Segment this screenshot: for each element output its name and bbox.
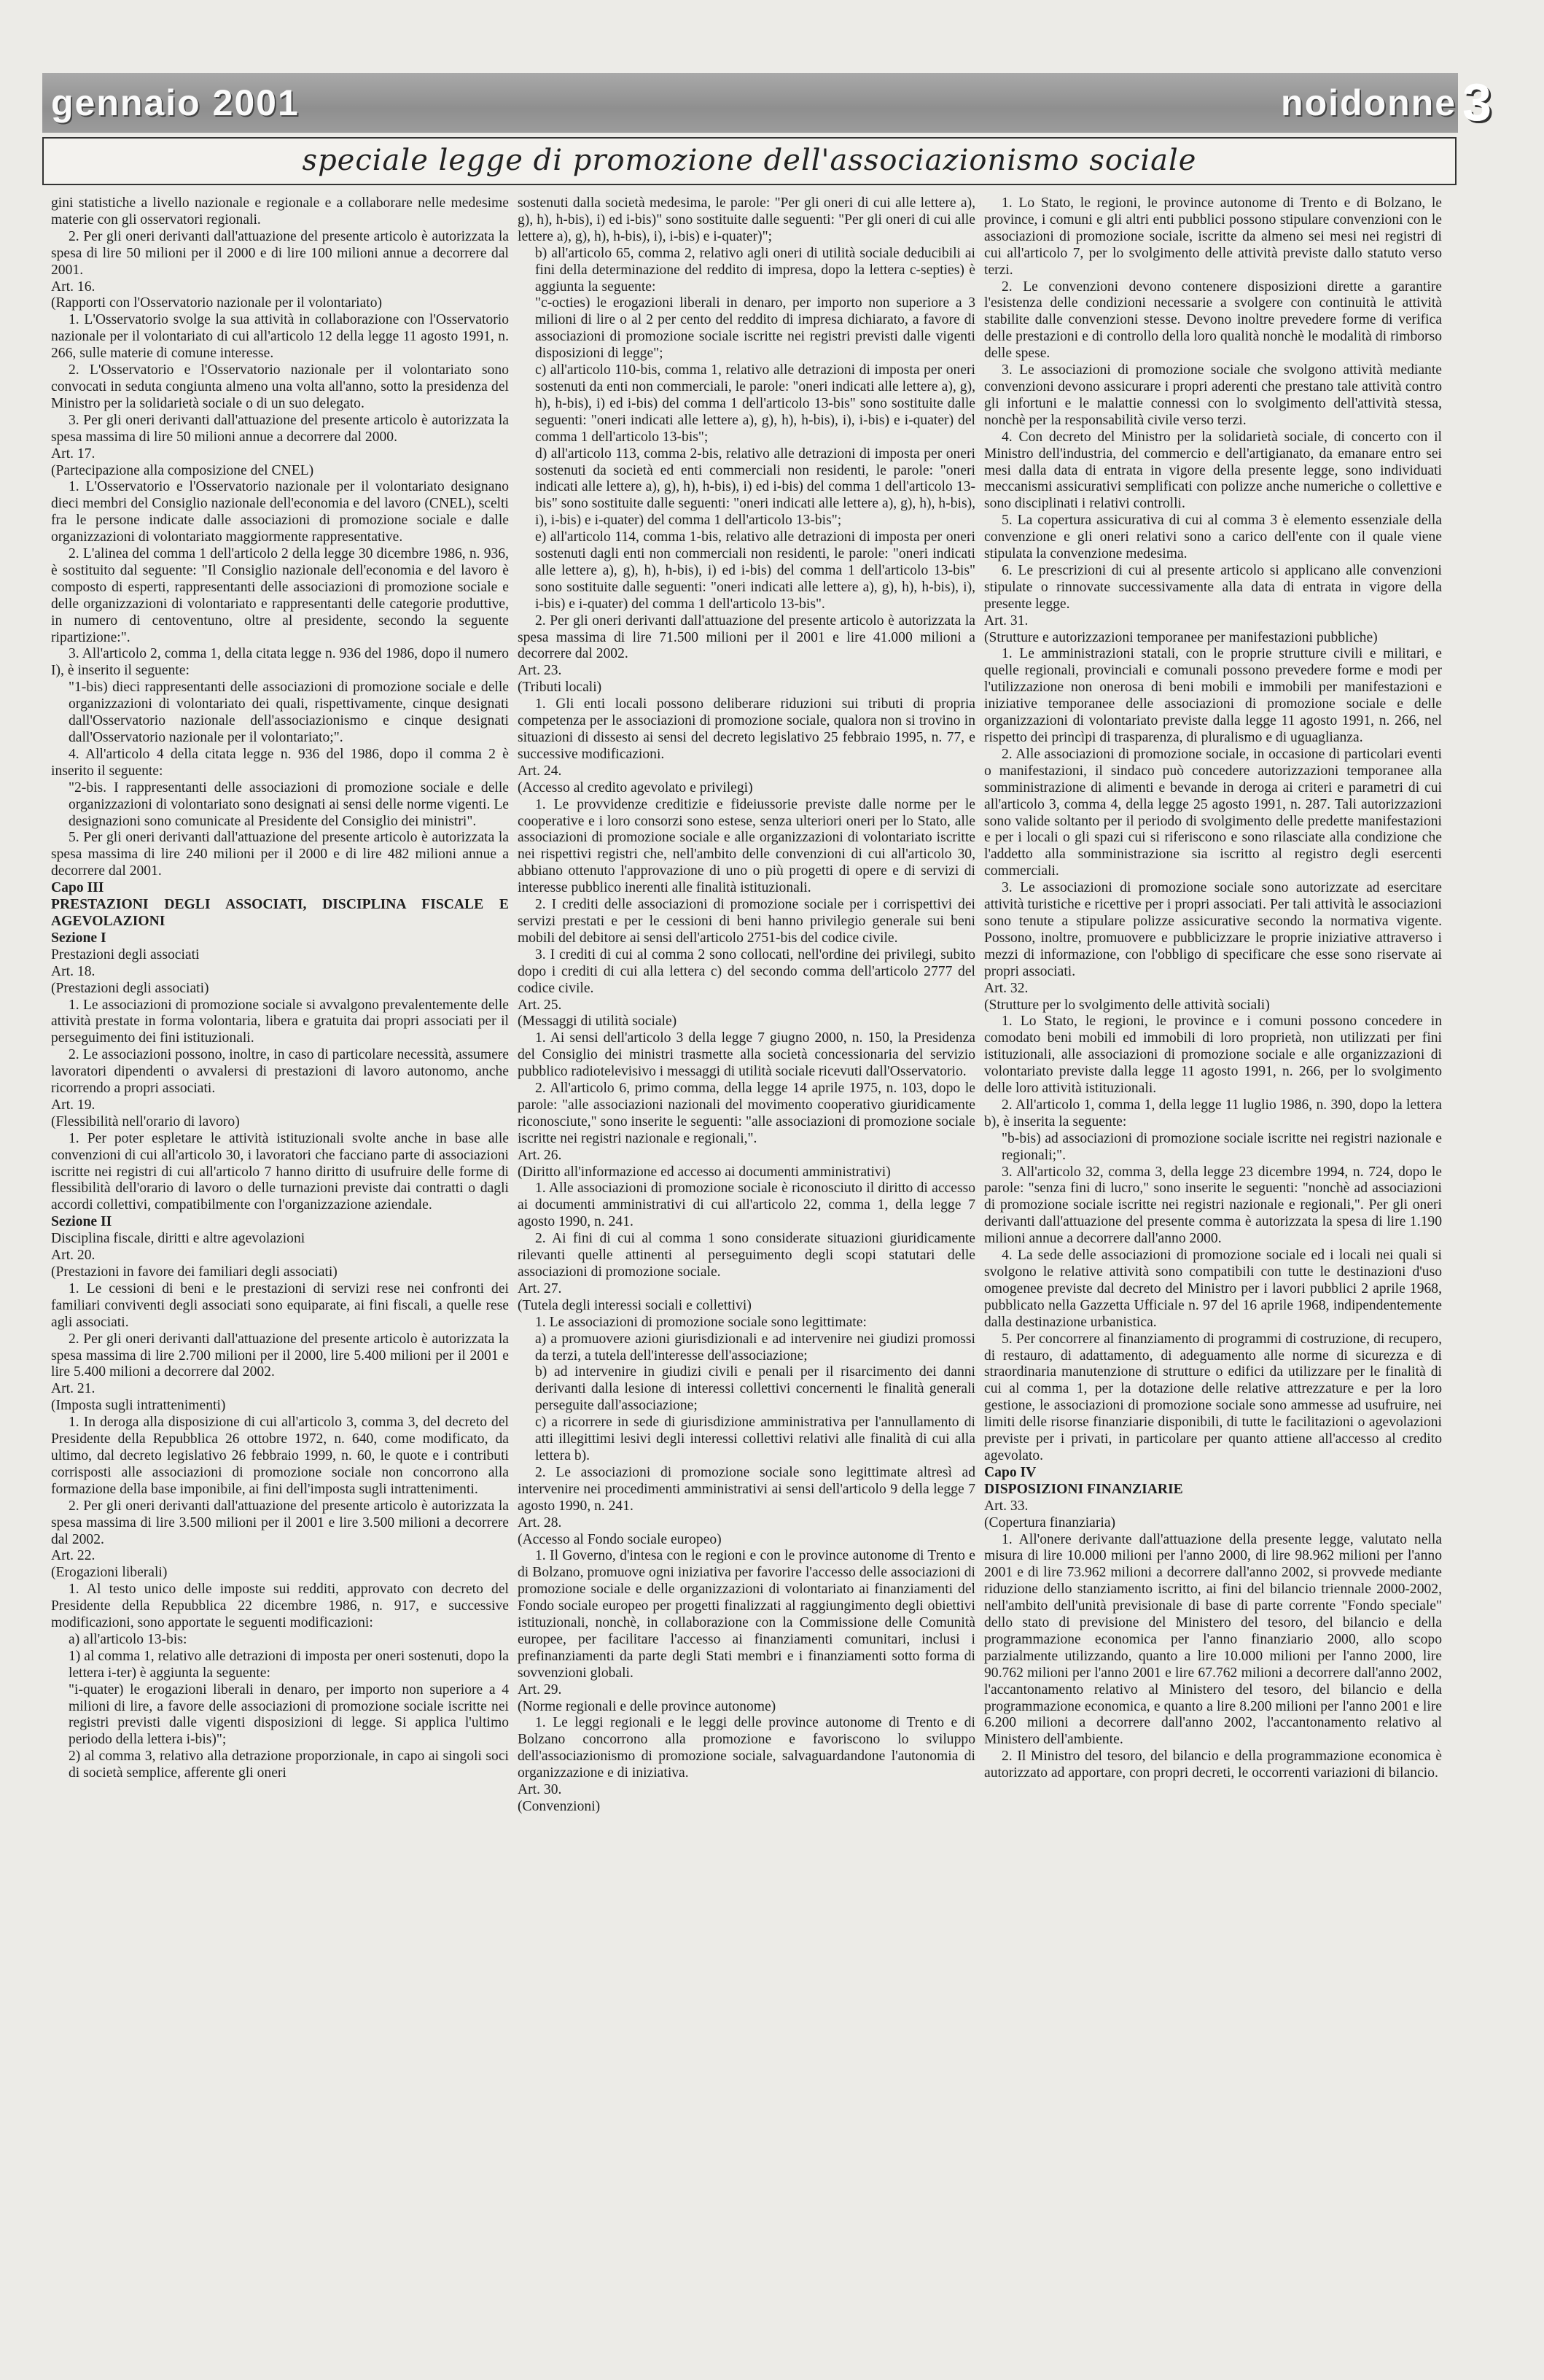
paragraph: Art. 20. [51, 1248, 95, 1264]
paragraph: a) a promuovere azioni giurisdizionali e ad intervenire nei giudizi promossi da terzi, a tutela dell'interesse dell'associazione; [535, 1331, 975, 1364]
paragraph: (Strutture per lo svolgimento delle attività sociali) [984, 997, 1270, 1013]
paragraph: Art. 23. [518, 663, 562, 679]
paragraph: Art. 19. [51, 1097, 95, 1113]
paragraph: 5. La copertura assicurativa di cui al comma 3 è elemento essenziale della convenzione e gli oneri relativi sono a carico dell'ente con il quale viene stipulata la convenzione medesima. [984, 513, 1442, 562]
paragraph: gini statistiche a livello nazionale e regionale e a collaborare nelle medesime materie con gli osservatori regionali. [51, 195, 509, 228]
text-column-2 [518, 195, 975, 2354]
paragraph: 1. Le leggi regionali e le leggi delle province autonome di Trento e di Bolzano concorrono alla promozione e favoriscono lo sviluppo dell'associazionismo di promozione sociale, salvaguardandone l'autonomia di organizzazione e di iniziativa. [518, 1715, 975, 1781]
paragraph: 2. L'alinea del comma 1 dell'articolo 2 della legge 30 dicembre 1986, n. 936, è sostituito dal seguente: "Il Consiglio nazionale dell'economia e del lavoro è composto di esperti, rappresentanti delle associazioni di promozione sociale e delle organizzazioni di volontariato e rappresentanti delle categorie produttive, in numero di centoventuno, oltre al presidente, secondo la seguente ripartizione:". [51, 546, 509, 645]
paragraph: Art. 26. [518, 1147, 562, 1163]
paragraph: 1. Gli enti locali possono deliberare riduzioni sui tributi di propria competenza per le associazioni di promozione sociale, qualora non si trovino in situazioni di dissesto ai sensi del decreto legislativo 25 febbraio 1995, n. 77, e successive modificazioni. [518, 696, 975, 762]
paragraph: (Erogazioni liberali) [51, 1565, 168, 1581]
paragraph: 1. All'onere derivante dall'attuazione della presente legge, valutato nella misura di lire 10.000 milioni per l'anno 2000, di lire 98.962 milioni per l'anno 2001 e di lire 73.962 milioni a decorrere dall'anno 2002, si provvede mediante riduzione dello stanziamento iscritto, ai fini del bilancio triennale 2000-2002, nell'ambito dell'unità previsionale di base di parte corrente "Fondo speciale" dello stato di previsione del Ministero del tesoro, del bilancio e della programmazione economica per l'anno finanziario 2000, allo scopo parzialmente utilizzando, quanto a lire 10.000 milioni per l'anno 2000, lire 90.762 milioni per l'anno 2001 e lire 67.762 milioni a decorrere dall'anno 2002, l'accantonamento relativo al Ministero del tesoro, del bilancio e della programmazione economica, e quanto a lire 8.200 milioni per l'anno 2001 e lire 6.200 milioni a decorrere dall'anno 2002, l'accantonamento relativo al Ministero dell'ambiente. [984, 1531, 1442, 1748]
paragraph: 2. Il Ministro del tesoro, del bilancio e della programmazione economica è autorizzato ad apportare, con propri decreti, le occorrenti variazioni di bilancio. [984, 1749, 1442, 1781]
paragraph: (Prestazioni in favore dei familiari degli associati) [51, 1264, 338, 1280]
paragraph: 1. Le cessioni di beni e le prestazioni di servizi rese nei confronti dei familiari conviventi degli associati sono equiparate, ai fini fiscali, a quelle rese agli associati. [51, 1280, 509, 1330]
paragraph: Art. 27. [518, 1280, 562, 1296]
paragraph: Art. 22. [51, 1548, 95, 1564]
paragraph: Art. 29. [518, 1681, 562, 1698]
paragraph: 3. Le associazioni di promozione sociale sono autorizzate ad esercitare attività turistiche e ricettive per i propri associati. Per tali attività le associazioni sono tenute a stipulare polizze assicurative secondo la normativa vigente. Possono, inoltre, promuovere e pubblicizzare le proprie iniziative attraverso i mezzi di informazione, con l'obbligo di specificare che esse sono riservate ai propri associati. [984, 880, 1442, 979]
paragraph: (Accesso al Fondo sociale europeo) [518, 1531, 722, 1547]
paragraph: 4. Con decreto del Ministro per la solidarietà sociale, di concerto con il Ministro dell'industria, del commercio e dell'artigianato, da emanare entro sei mesi dalla data di entrata in vigore della presente legge, sono individuati meccanismi assicurativi semplificati con polizze anche numeriche o collettive e sono disciplinati i relativi controlli. [984, 429, 1442, 512]
paragraph: 1. In deroga alla disposizione di cui all'articolo 3, comma 3, del decreto del Presidente della Repubblica 26 ottobre 1972, n. 640, come modificato, da ultimo, dal decreto legislativo 26 febbraio 1999, n. 60, le quote e i contributi corrisposti alle associazioni di promozione sociale non concorrono alla formazione della base imponibile, ai fini dell'imposta sugli intrattenimenti. [51, 1415, 509, 1497]
paragraph: "b-bis) ad associazioni di promozione sociale iscritte nei registri nazionale e regionali;". [1002, 1130, 1442, 1163]
paragraph: Sezione II [51, 1214, 112, 1230]
paragraph: Art. 25. [518, 997, 562, 1013]
issue-date: gennaio 2001 [51, 82, 300, 123]
paragraph: 1. Le provvidenze creditizie e fideiussorie previste dalle norme per le cooperative e i loro consorzi sono estese, senza ulteriori oneri per lo Stato, alle associazioni di promozione sociale e alle organizzazioni di volontariato iscritte nei rispettivi registri che, nell'ambito delle convenzioni di cui all'articolo 30, abbiano ottenuto l'approvazione di uno o più progetti di opere e di servizi di interesse pubblico inerenti alle finalità istituzionali. [518, 796, 975, 896]
paragraph: b) ad intervenire in giudizi civili e penali per il risarcimento dei danni derivanti dalla lesione di interessi collettivi concernenti le finalità generali perseguite dall'associazione; [535, 1364, 975, 1414]
paragraph: 2) al comma 3, relativo alla detrazione proporzionale, in capo ai singoli soci di società semplice, afferente gli oneri [69, 1749, 509, 1781]
paragraph: "c-octies) le erogazioni liberali in denaro, per importo non superiore a 3 milioni di lire o al 2 per cento del reddito di impresa dichiarato, a favore di associazioni di promozione sociale iscritte nei registri previsti dalle vigenti disposizioni di legge"; [535, 295, 975, 362]
paragraph: (Copertura finanziaria) [984, 1514, 1116, 1531]
paragraph: Art. 31. [984, 612, 1029, 629]
paragraph: 1) al comma 1, relativo alle detrazioni di imposta per oneri sostenuti, dopo la lettera i-ter) è aggiunta la seguente: [69, 1648, 509, 1681]
paragraph: 1. Per poter espletare le attività istituzionali svolte anche in base alle convenzioni di cui all'articolo 30, i lavoratori che facciano parte di associazioni iscritte nei registri di cui all'articolo 7 hanno diritto di usufruire delle forme di flessibilità dell'orario di lavoro o delle turnazioni previste dai contratti o dagli accordi collettivi, compatibilmente con l'organizzazione aziendale. [51, 1130, 509, 1213]
paragraph: e) all'articolo 114, comma 1-bis, relativo alle detrazioni di imposta per oneri sostenuti dagli enti non commerciali non residenti, le parole: "oneri indicati alle lettere a), g), h), h-bis), i) ed i-bis) del comma 1 dell'articolo 13-bis" sono sostituite dalle seguenti: "oneri indicati alle lettere a), g), h), h-bis), i), i-bis) e i-quater) del comma 1 dell'articolo 13-bis". [535, 529, 975, 612]
paragraph: DISPOSIZIONI FINANZIARIE [984, 1481, 1183, 1497]
paragraph: 1. L'Osservatorio e l'Osservatorio nazionale per il volontariato designano dieci membri del Consiglio nazionale dell'economia e del lavoro (CNEL), scelti fra le persone indicate dalle associazioni di promozione sociale e dalle organizzazioni di volontariato maggiormente rappresentative. [51, 479, 509, 545]
paragraph: 2. All'articolo 1, comma 1, della legge 11 luglio 1986, n. 390, dopo la lettera b), è inserita la seguente: [984, 1097, 1442, 1129]
paragraph: 2. Per gli oneri derivanti dall'attuazione del presente articolo è autorizzata la spesa di lire 50 milioni per il 2000 e di lire 100 milioni annue a decorrere dal 2001. [51, 228, 509, 278]
paragraph: 3. All'articolo 2, comma 1, della citata legge n. 936 del 1986, dopo il numero I), è inserito il seguente: [51, 646, 509, 679]
paragraph: 1. Lo Stato, le regioni, le province e i comuni possono concedere in comodato beni mobili ed immobili di loro proprietà, non utilizzati per fini istituzionali, alle associazioni di promozione sociale e alle organizzazioni di volontariato previste dalla legge 11 agosto 1991, n. 266, per lo svolgimento delle loro attività istituzionali. [984, 1014, 1442, 1097]
paragraph: 2. I crediti delle associazioni di promozione sociale per i corrispettivi dei servizi prestati e per le cessioni di beni hanno privilegio generale sui beni mobili del debitore ai sensi dell'articolo 2751-bis del codice civile. [518, 897, 975, 946]
paragraph: Art. 33. [984, 1498, 1029, 1514]
paragraph: b) all'articolo 65, comma 2, relativo agli oneri di utilità sociale deducibili ai fini della determinazione del reddito di impresa, dopo la lettera c-septies) è aggiunta la seguente: [535, 245, 975, 295]
paragraph: Art. 28. [518, 1514, 562, 1531]
paragraph: Art. 18. [51, 963, 95, 979]
paragraph: 1. Lo Stato, le regioni, le province autonome di Trento e di Bolzano, le province, i comuni e gli altri enti pubblici possono stipulare convenzioni con le associazioni di promozione sociale, iscritte da almeno sei mesi nei registri di cui all'articolo 7, per lo svolgimento delle attività previste dallo statuto verso terzi. [984, 195, 1442, 278]
paragraph: 4. La sede delle associazioni di promozione sociale ed i locali nei quali si svolgono le relative attività sono compatibili con tutte le destinazioni d'uso omogenee previste dal decreto del Ministro per i lavori pubblici 2 aprile 1968, pubblicato nella Gazzetta Ufficiale n. 97 del 16 aprile 1968, indipendentemente dalla destinazione urbanistica. [984, 1248, 1442, 1330]
paragraph: Art. 30. [518, 1782, 562, 1798]
paragraph: 4. All'articolo 4 della citata legge n. 936 del 1986, dopo il comma 2 è inserito il seguente: [51, 746, 509, 779]
paragraph: (Tributi locali) [518, 680, 602, 696]
paragraph: 5. Per concorrere al finanziamento di programmi di costruzione, di recupero, di restauro, di adattamento, di adeguamento alle norme di sicurezza e di straordinaria manutenzione di strutture o edifici da utilizzare per le finalità di cui al comma 1, per la dotazione delle relative attrezzature e per la loro gestione, le associazioni di promozione sociale sono ammesse ad usufruire, nei limiti delle risorse finanziarie disponibili, di tutte le facilitazioni o agevolazioni previste per i privati, in particolare per quanto attiene all'accesso al credito agevolato. [984, 1331, 1442, 1463]
paragraph: (Flessibilità nell'orario di lavoro) [51, 1113, 240, 1129]
paragraph: 2. Le convenzioni devono contenere disposizioni dirette a garantire l'esistenza delle condizioni necessarie a svolgere con continuità le attività stabilite dalle convenzioni stesse. Devono inoltre prevedere forme di verifica delle prestazioni e di controllo della loro qualità nonchè le modalità di rimborso delle spese. [984, 279, 1442, 362]
paragraph: c) all'articolo 110-bis, comma 1, relativo alle detrazioni di imposta per oneri sostenuti da enti non commerciali, le parole: "oneri indicati alle lettere a), g), h), h-bis), i) ed i-bis) del comma 1 dell'articolo 13-bis" sono sostituite dalle seguenti: "oneri indicati alle lettere a), g), h), h-bis), i), i-bis) e i-quater) del comma 1 dell'articolo 13-bis"; [535, 362, 975, 445]
paragraph: 1. Al testo unico delle imposte sui redditi, approvato con decreto del Presidente della Repubblica 22 dicembre 1986, n. 917, e successive modificazioni, sono apportate le seguenti modificazioni: [51, 1582, 509, 1631]
text-column-1 [51, 195, 509, 2354]
paragraph: 3. Per gli oneri derivanti dall'attuazione del presente articolo è autorizzata la spesa massima di lire 50 milioni annue a decorrere dal 2000. [51, 412, 509, 445]
paragraph: Art. 24. [518, 763, 562, 779]
paragraph: (Strutture e autorizzazioni temporanee per manifestazioni pubbliche) [984, 629, 1378, 645]
paragraph: 3. All'articolo 32, comma 3, della legge 23 dicembre 1994, n. 724, dopo le parole: "senza fini di lucro," sono inserite le seguenti: "nonchè ad associazioni di promozione sociale iscritte nei registri nazionale e regionali,". Per gli oneri derivanti dall'attuazione del presente comma è autorizzata la spesa di lire 1.190 milioni annue a decorrere dall'anno 2000. [984, 1164, 1442, 1247]
paragraph: "1-bis) dieci rappresentanti delle associazioni di promozione sociale e delle organizzazioni di volontariato dei quali, rispettivamente, cinque designati dall'Osservatorio nazionale dell'associazionismo e cinque designati dall'Osservatorio nazionale per il volontariato;". [69, 680, 509, 745]
paragraph: 2. Per gli oneri derivanti dall'attuazione del presente articolo è autorizzata la spesa massima di lire 2.700 milioni per il 2000, lire 5.400 milioni per il 2001 e lire 5.400 milioni a decorrere dal 2002. [51, 1331, 509, 1380]
section-title: speciale legge di promozione dell'associazionismo sociale [42, 137, 1457, 185]
paragraph: (Convenzioni) [518, 1799, 601, 1814]
paragraph: 2. L'Osservatorio e l'Osservatorio nazionale per il volontariato sono convocati in seduta congiunta almeno una volta all'anno, sotto la presidenza del Ministro per la solidarietà sociale o di un suo delegato. [51, 362, 509, 411]
paragraph: "2-bis. I rappresentanti delle associazioni di promozione sociale e delle organizzazioni di volontariato sono designati ai sensi delle norme vigenti. Le designazioni sono comunicate al Presidente del Consiglio dei ministri". [69, 779, 509, 829]
paragraph: Art. 21. [51, 1381, 95, 1397]
paragraph: 2. Per gli oneri derivanti dall'attuazione del presente articolo è autorizzata la spesa massima di lire 3.500 milioni per il 2001 e lire 3.500 milioni a decorrere dal 2002. [51, 1498, 509, 1547]
paragraph: (Accesso al credito agevolato e privilegi) [518, 779, 753, 796]
paragraph: Sezione I [51, 930, 106, 946]
text-column-3 [984, 195, 1442, 2354]
paragraph: Art. 17. [51, 446, 95, 462]
paragraph: 2. Alle associazioni di promozione sociale, in occasione di particolari eventi o manifestazioni, il sindaco può concedere autorizzazioni temporanee alla somministrazione di alimenti e bevande in deroga ai criteri e parametri di cui all'articolo 3, comma 4, della legge 25 agosto 1991, n. 287. Tali autorizzazioni sono valide soltanto per il periodo di svolgimento delle predette manifestazioni e per i locali o gli spazi cui si riferiscono e sono rilasciate alla condizione che l'addetto alla somministrazione sia iscritto al registro degli esercenti commerciali. [984, 746, 1442, 879]
paragraph: d) all'articolo 113, comma 2-bis, relativo alle detrazioni di imposta per oneri sostenuti da società ed enti commerciali non residenti, le parole: "oneri indicati alle lettere a), g), h), h-bis), i) ed i-bis) del comma 1 dell'articolo 13-bis" sono sostituite dalle seguenti: "oneri indicati alle lettere a), g), h), h-bis), i), i-bis) e i-quater) del comma 1 dell'articolo 13-bis"; [535, 446, 975, 529]
paragraph: 1. Il Governo, d'intesa con le regioni e con le province autonome di Trento e di Bolzano, promuove ogni iniziativa per favorire l'accesso delle associazioni di promozione sociale e delle organizzazioni di volontariato ai finanziamenti del Fondo sociale europeo per progetti finalizzati al raggiungimento degli obiettivi istituzionali, nonchè, in collaborazione con la Commissione delle Comunità europee, per facilitare l'accesso ai finanziamenti comunitari, inclusi i prefinanziamenti da parte degli Stati membri e i finanziamenti sotto forma di sovvenzioni globali. [518, 1548, 975, 1681]
paragraph: Disciplina fiscale, diritti e altre agevolazioni [51, 1231, 305, 1247]
paragraph: 1. Ai sensi dell'articolo 3 della legge 7 giugno 2000, n. 150, la Presidenza del Consiglio dei ministri trasmette alla società concessionaria del servizio pubblico radiotelevisivo i messaggi di utilità sociale ricevuti dall'Osservatorio. [518, 1030, 975, 1080]
publication-name: noidonne [1281, 82, 1457, 123]
paragraph: 1. Le associazioni di promozione sociale si avvalgono prevalentemente delle attività prestate in forma volontaria, libera e gratuita dai propri associati per il perseguimento dei fini istituzionali. [51, 997, 509, 1046]
paragraph: (Partecipazione alla composizione del CNEL) [51, 462, 314, 478]
paragraph: Capo III [51, 880, 104, 896]
paragraph: a) all'articolo 13-bis: [69, 1631, 187, 1647]
paragraph: (Prestazioni degli associati) [51, 980, 209, 996]
paragraph: 2. Ai fini di cui al comma 1 sono considerate situazioni giuridicamente rilevanti quelle attinenti al perseguimento degli scopi statutari delle associazioni di promozione sociale. [518, 1231, 975, 1280]
paragraph: c) a ricorrere in sede di giurisdizione amministrativa per l'annullamento di atti illegittimi lesivi degli interessi collettivi relativi alle finalità di cui alla lettera b). [535, 1415, 975, 1463]
paragraph: 1. Le associazioni di promozione sociale sono legittimate: [535, 1314, 867, 1330]
paragraph: Capo IV [984, 1464, 1037, 1480]
paragraph: (Rapporti con l'Osservatorio nazionale per il volontariato) [51, 295, 383, 311]
paragraph: 2. Per gli oneri derivanti dall'attuazione del presente articolo è autorizzata la spesa massima di lire 71.500 milioni per il 2001 e lire 41.000 milioni a decorrere dal 2002. [518, 612, 975, 662]
paragraph: (Diritto all'informazione ed accesso ai documenti amministrativi) [518, 1164, 891, 1180]
paragraph: 1. Alle associazioni di promozione sociale è riconosciuto il diritto di accesso ai documenti amministrativi di cui all'articolo 22, comma 1, della legge 7 agosto 1990, n. 241. [518, 1181, 975, 1230]
page-number: 3 [1462, 74, 1492, 132]
paragraph: Art. 16. [51, 279, 95, 295]
paragraph: Prestazioni degli associati [51, 946, 200, 962]
paragraph: Art. 32. [984, 980, 1029, 996]
paragraph: (Messaggi di utilità sociale) [518, 1014, 677, 1030]
paragraph: (Imposta sugli intrattenimenti) [51, 1398, 226, 1414]
paragraph: 6. Le prescrizioni di cui al presente articolo si applicano alle convenzioni stipulate o rinnovate successivamente alla data di entrata in vigore della presente legge. [984, 562, 1442, 612]
paragraph: 1. Le amministrazioni statali, con le proprie strutture civili e militari, e quelle regionali, provinciali e comunali possono prevedere forme e modi per l'utilizzazione non onerosa di beni mobili e immobili per manifestazioni e iniziative temporanee delle associazioni di promozione sociale e delle organizzazioni di volontariato previste dalla legge 11 agosto 1991, n. 266, nel rispetto dei princìpi di trasparenza, di pluralismo e di uguaglianza. [984, 646, 1442, 745]
paragraph: 2. Le associazioni di promozione sociale sono legittimate altresì ad intervenire nei procedimenti amministrativi ai sensi dell'articolo 9 della legge 7 agosto 1990, n. 241. [518, 1464, 975, 1514]
paragraph: 5. Per gli oneri derivanti dall'attuazione del presente articolo è autorizzata la spesa massima di lire 240 milioni per il 2000 e di lire 482 milioni annue a decorrere dal 2001. [51, 830, 509, 879]
paragraph: sostenuti dalla società medesima, le parole: "Per gli oneri di cui alle lettere a), g), h), h-bis), i) ed i-bis)" sono sostituite dalle seguenti: "Per gli oneri di cui alle lettere a), g), h), h-bis), i), i-bis) e i-quater)"; [518, 195, 975, 244]
paragraph: "i-quater) le erogazioni liberali in denaro, per importo non superiore a 4 milioni di lire, a favore delle associazioni di promozione sociale iscritte nei registri previsti dalle vigenti disposizioni di legge. Si applica l'ultimo periodo della lettera i-bis)"; [69, 1681, 509, 1748]
paragraph: (Tutela degli interessi sociali e collettivi) [518, 1297, 752, 1313]
paragraph: 1. L'Osservatorio svolge la sua attività in collaborazione con l'Osservatorio nazionale per il volontariato di cui all'articolo 12 della legge 11 agosto 1991, n. 266, sulle materie di comune interesse. [51, 312, 509, 362]
paragraph: (Norme regionali e delle province autonome) [518, 1698, 776, 1714]
paragraph: PRESTAZIONI DEGLI ASSOCIATI, DISCIPLINA FISCALE E AGEVOLAZIONI [51, 897, 509, 929]
paragraph: 3. I crediti di cui al comma 2 sono collocati, nell'ordine dei privilegi, subito dopo i crediti di cui alla lettera c) del secondo comma dell'articolo 2777 del codice civile. [518, 946, 975, 996]
paragraph: 3. Le associazioni di promozione sociale che svolgono attività mediante convenzioni devono assicurare i propri aderenti che prestano tale attività contro gli infortuni e le malattie connessi con lo svolgimento dell'attività stessa, nonchè per la responsabilità civile verso terzi. [984, 362, 1442, 428]
paragraph: 2. Le associazioni possono, inoltre, in caso di particolare necessità, assumere lavoratori dipendenti o avvalersi di prestazioni di lavoro autonomo, anche ricorrendo a propri associati. [51, 1047, 509, 1097]
paragraph: 2. All'articolo 6, primo comma, della legge 14 aprile 1975, n. 103, dopo le parole: "alle associazioni nazionali del movimento cooperativo giuridicamente riconosciute," sono inserite le seguenti: "alle associazioni di promozione sociale iscritte nei registri nazionale e regionali,". [518, 1081, 975, 1146]
